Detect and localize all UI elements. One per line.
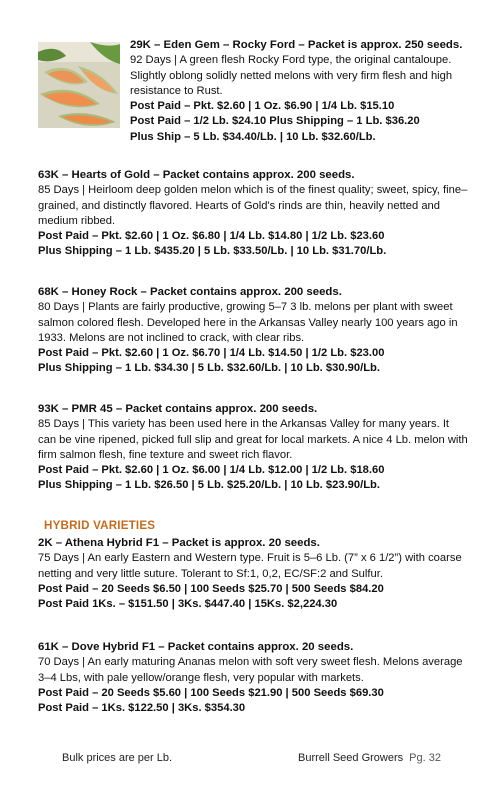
page-number: Pg. 32 (409, 752, 441, 764)
price-line: Plus Shipping – 1 Lb. $435.20 | 5 Lb. $33.50/Lb. | 10 Lb. $31.70/Lb. (38, 245, 387, 258)
price-line: Post Paid – 1Ks. $122.50 | 3Ks. $354.30 (38, 702, 246, 715)
product-description: 85 Days | This variety has been used here in the Arkansas Valley for many years. It can be vine ripened, picked full slip and great for local markets. A nice 4 Lb. melon with firm salmon flesh, fine texture and sweet rich flavor. (38, 418, 468, 461)
price-line: Plus Shipping – 1 Lb. $26.50 | 5 Lb. $25.20/Lb. | 10 Lb. $23.90/Lb. (38, 479, 380, 492)
price-line: Post Paid – Pkt. $2.60 | 1 Oz. $6.70 | 1/4 Lb. $14.50 | 1/2 Lb. $23.00 (38, 347, 385, 360)
product-entry-63k (38, 168, 468, 260)
product-entry-61k (38, 640, 468, 716)
price-line: Plus Shipping – 1 Lb. $34.30 | 5 Lb. $32.60/Lb. | 10 Lb. $30.90/Lb. (38, 362, 380, 375)
product-title: 68K – Honey Rock – Packet contains approx. 200 seeds. (38, 286, 342, 298)
hybrid-varieties-heading: HYBRID VARIETIES (44, 519, 156, 532)
product-description: 85 Days | Heirloom deep golden melon which is of the finest quality; sweet, spicy, fine–grained, and distinctly flavored. Hearts of Gold's rinds are thin, heavily netted and medium ribbed. (38, 184, 468, 227)
product-entry-29k (130, 38, 470, 145)
product-description: 80 Days | Plants are fairly productive, growing 5–7 3 lb. melons per plant with sweet salmon colored flesh. Developed here in the Arkansas Valley nearly 100 years ago in 1933. Melons are not inclined to crack, with clear ribs. (38, 301, 458, 344)
footer-branding (298, 752, 441, 764)
price-line: Plus Ship – 5 Lb. $34.40/Lb. | 10 Lb. $32.60/Lb. (130, 130, 376, 143)
product-title: 63K – Hearts of Gold – Packet contains approx. 200 seeds. (38, 169, 355, 181)
product-title: 2K – Athena Hybrid F1 – Packet is approx. 20 seeds. (38, 537, 320, 549)
price-line: Post Paid – Pkt. $2.60 | 1 Oz. $6.90 | 1/4 Lb. $15.10 (130, 100, 395, 113)
product-description: 75 Days | An early Eastern and Western type. Fruit is 5–6 Lb. (7” x 6 1/2”) with coarse netting and very little suture. Tolerant to Sf:1, 0,2, EC/SF:2 and Sulfur. (38, 552, 462, 580)
company-name: Burrell Seed Growers (298, 752, 404, 764)
product-entry-68k (38, 285, 468, 377)
price-line: Post Paid – Pkt. $2.60 | 1 Oz. $6.80 | 1/4 Lb. $14.80 | 1/2 Lb. $23.60 (38, 230, 385, 243)
price-line: Post Paid – 20 Seeds $5.60 | 100 Seeds $21.90 | 500 Seeds $69.30 (38, 686, 384, 699)
price-line: Post Paid 1Ks. – $151.50 | 3Ks. $447.40 | 15Ks. $2,224.30 (38, 598, 338, 611)
product-entry-2k (38, 536, 468, 612)
price-line: Post Paid – 20 Seeds $6.50 | 100 Seeds $25.70 | 500 Seeds $84.20 (38, 582, 384, 595)
product-title: 61K – Dove Hybrid F1 – Packet contains approx. 20 seeds. (38, 641, 354, 653)
footer-bulk-note: Bulk prices are per Lb. (62, 752, 173, 764)
melon-icon (38, 42, 120, 128)
product-description: 92 Days | A green flesh Rocky Ford type, the original cantaloupe. Slightly oblong solidly netted melons with very firm flesh and high resistance to Rust. (130, 54, 453, 97)
price-line: Post Paid – 1/2 Lb. $24.10 Plus Shipping – 1 Lb. $36.20 (130, 115, 420, 128)
product-description: 70 Days | An early maturing Ananas melon with soft very sweet flesh. Melons average 3–4 Lbs, with pale yellow/orange flesh, very popular with markets. (38, 656, 463, 684)
cantaloupe-photo (38, 42, 120, 128)
product-title: 93K – PMR 45 – Packet contains approx. 200 seeds. (38, 403, 318, 415)
product-entry-93k (38, 402, 468, 494)
product-title: 29K – Eden Gem – Rocky Ford – Packet is approx. 250 seeds. (130, 39, 463, 51)
price-line: Post Paid – Pkt. $2.60 | 1 Oz. $6.00 | 1/4 Lb. $12.00 | 1/2 Lb. $18.60 (38, 464, 385, 477)
